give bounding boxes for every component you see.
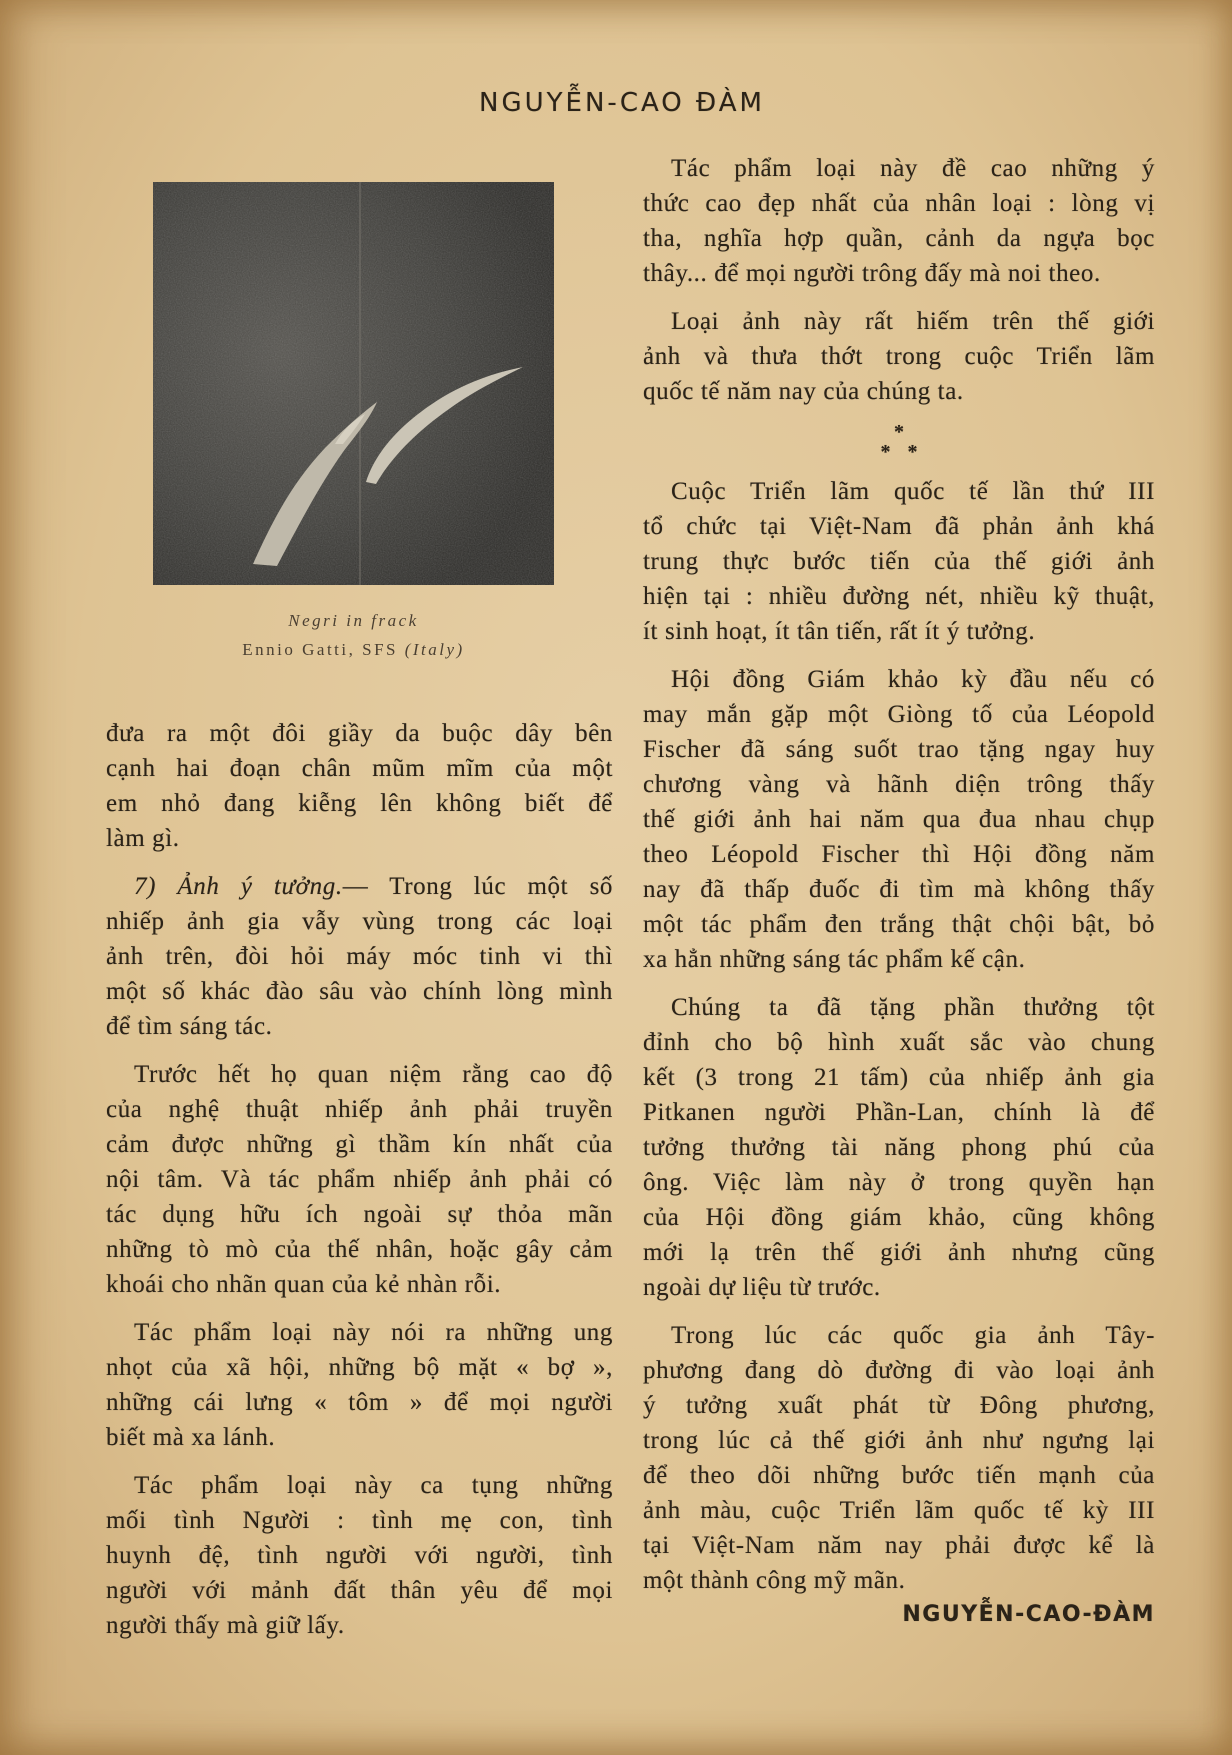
text-line: thức cao đẹp nhất của nhân loại : lòng vị — [643, 190, 1155, 217]
text-line: thây... để mọi người trông đấy mà noi theo. — [643, 260, 1101, 287]
author-signature: NGUYỄN-CAO-ĐÀM — [902, 1602, 1155, 1627]
left-column — [106, 716, 613, 1656]
text-line: ảnh màu, cuộc Triển lãm quốc tế kỳ III — [643, 1497, 1155, 1524]
asterism-row: * — [894, 421, 910, 443]
text-line: theo Léopold Fischer thì Hội đồng năm — [643, 841, 1155, 868]
paragraph — [643, 151, 1155, 291]
text-line: ngoài dự liệu từ trước. — [643, 1274, 881, 1301]
text-line: những cái lưng « tôm » để mọi người — [106, 1389, 613, 1416]
text-line: cạnh hai đoạn chân mũm mĩm của một — [106, 755, 613, 782]
text-line: xa hẳn những sáng tác phẩm kế cận. — [643, 946, 1026, 973]
section-break-asterism — [643, 422, 1155, 462]
text-line: ông. Việc làm này ở trong quyền hạn — [643, 1169, 1155, 1196]
text-line: trong lúc cả thế giới ảnh như ngưng lại — [643, 1427, 1155, 1454]
photo-caption — [153, 606, 554, 664]
text-line: Tác phẩm loại này ca tụng những — [134, 1472, 613, 1499]
caption-credit-line — [153, 635, 554, 664]
text-line: người thấy mà giữ lấy. — [106, 1612, 345, 1639]
text-line: một thành công mỹ mãn. — [643, 1567, 906, 1594]
text-line: để theo dõi những bước tiến mạnh của — [643, 1462, 1155, 1489]
right-column — [643, 151, 1155, 1630]
text-line: tác dụng hữu ích ngoài sự thỏa mãn — [106, 1201, 613, 1228]
text-line: ảnh và thưa thớt trong cuộc Triển lãm — [643, 343, 1155, 370]
text-line: Fischer đã sáng suốt trao tặng ngay huy — [643, 736, 1155, 763]
text-line: ảnh trên, đòi hỏi máy móc tinh vi thì — [106, 943, 613, 970]
section-paragraph — [106, 869, 613, 1044]
photo-image — [153, 182, 554, 585]
text-line: Hội đồng Giám khảo kỳ đầu nếu có — [671, 666, 1155, 693]
text-line: người với mảnh đất thân yêu để mọi — [106, 1577, 613, 1604]
text-line: tổ chức tại Việt-Nam đã phản ảnh khá — [643, 513, 1155, 540]
photo — [153, 182, 554, 585]
asterism-row: * * — [880, 441, 924, 463]
text-line: một số khác đào sâu vào chính lòng mình — [106, 978, 613, 1005]
text-line: Tác phẩm loại này nói ra những ung — [134, 1319, 613, 1346]
paragraph — [106, 1315, 613, 1455]
text-line: phương đang dò đường đi vào loại ảnh — [643, 1357, 1155, 1384]
text-line: quốc tế năm nay của chúng ta. — [643, 378, 964, 405]
paragraph — [106, 1057, 613, 1302]
text-line: một tác phẩm đen trắng thật chội bật, bỏ — [643, 911, 1155, 938]
text-line-content: — Trong lúc một số — [342, 873, 613, 900]
text-line: nhọt của xã hội, những bộ mặt « bợ », — [106, 1354, 613, 1381]
text-line: Cuộc Triển lãm quốc tế lần thứ III — [671, 478, 1155, 505]
section-heading: 7) Ảnh ý tưởng. — [134, 873, 343, 900]
paragraph — [643, 304, 1155, 409]
text-line: đưa ra một đôi giầy da buộc dây bên — [106, 720, 613, 747]
text-line: tại Việt-Nam năm nay phải được kể là — [643, 1532, 1155, 1559]
text-line: khoái cho nhãn quan của kẻ nhàn rỗi. — [106, 1271, 502, 1298]
text-line: biết mà xa lánh. — [106, 1424, 276, 1451]
continued-paragraph — [106, 716, 613, 856]
text-line: chương vàng và hãnh diện trông thấy — [643, 771, 1155, 798]
text-line: của Hội đồng giám khảo, cũng không — [643, 1204, 1155, 1231]
text-line: ý tưởng xuất phát từ Đông phương, — [643, 1392, 1155, 1419]
text-line: làm gì. — [106, 825, 180, 852]
text-line: em nhỏ đang kiễng lên không biết để — [106, 790, 613, 817]
text-line: đỉnh cho bộ hình xuất sắc vào chung — [643, 1029, 1155, 1056]
text-line: hiện tại : nhiều đường nét, nhiều kỹ thuật, — [643, 583, 1155, 610]
text-line: huynh đệ, tình người với người, tình — [106, 1542, 613, 1569]
caption-title: Negri in frack — [288, 611, 419, 630]
text-line: may mắn gặp một Giòng tố của Léopold — [643, 701, 1155, 728]
text-line: Trước hết họ quan niệm rằng cao độ — [134, 1061, 613, 1088]
caption-country: (Italy) — [404, 640, 465, 659]
text-line: Chúng ta đã tặng phần thưởng tột — [671, 994, 1155, 1021]
text-line: của nghệ thuật nhiếp ảnh phải truyền — [106, 1096, 613, 1123]
text-line: trung thực bước tiến của thế giới ảnh — [643, 548, 1155, 575]
text-line — [106, 869, 613, 904]
text-line: nội tâm. Và tác phẩm nhiếp ảnh phải có — [106, 1166, 613, 1193]
text-line: Tác phẩm loại này đề cao những ý — [671, 155, 1155, 182]
paragraph — [643, 1318, 1155, 1598]
text-line: cảm được những gì thầm kín nhất của — [106, 1131, 613, 1158]
text-line: nay đã thấp đuốc đi tìm mà không thấy — [643, 876, 1155, 903]
text-line: tưởng thưởng tài năng phong phú của — [643, 1134, 1155, 1161]
text-line: Pitkanen người Phần-Lan, chính là để — [643, 1099, 1155, 1126]
text-line: mới lạ trên thế giới ảnh nhưng cũng — [643, 1239, 1155, 1266]
caption-credit: Ennio Gatti, SFS — [242, 640, 398, 659]
paragraph — [643, 474, 1155, 649]
text-line: nhiếp ảnh gia vẫy vùng trong các loại — [106, 908, 613, 935]
text-line: mối tình Người : tình mẹ con, tình — [106, 1507, 613, 1534]
paragraph — [643, 662, 1155, 977]
text-line: những tò mò của thế nhân, hoặc gây cảm — [106, 1236, 613, 1263]
text-line: kết (3 trong 21 tấm) của nhiếp ảnh gia — [643, 1064, 1155, 1091]
text-line: để tìm sáng tác. — [106, 1013, 273, 1040]
text-line: thế giới ảnh hai năm qua đua nhau chụp — [643, 806, 1155, 833]
paragraph — [106, 1468, 613, 1643]
text-line: Trong lúc các quốc gia ảnh Tây- — [671, 1322, 1155, 1349]
text-line: Loại ảnh này rất hiếm trên thế giới — [671, 308, 1155, 335]
text-line: ít sinh hoạt, ít tân tiến, rất ít ý tưởng. — [643, 618, 1036, 645]
photo-grain — [153, 182, 554, 585]
paragraph — [643, 990, 1155, 1305]
page-header-author: NGUYỄN-CAO ĐÀM — [479, 88, 765, 118]
text-line: tha, nghĩa hợp quần, cảnh da ngựa bọc — [643, 225, 1155, 252]
